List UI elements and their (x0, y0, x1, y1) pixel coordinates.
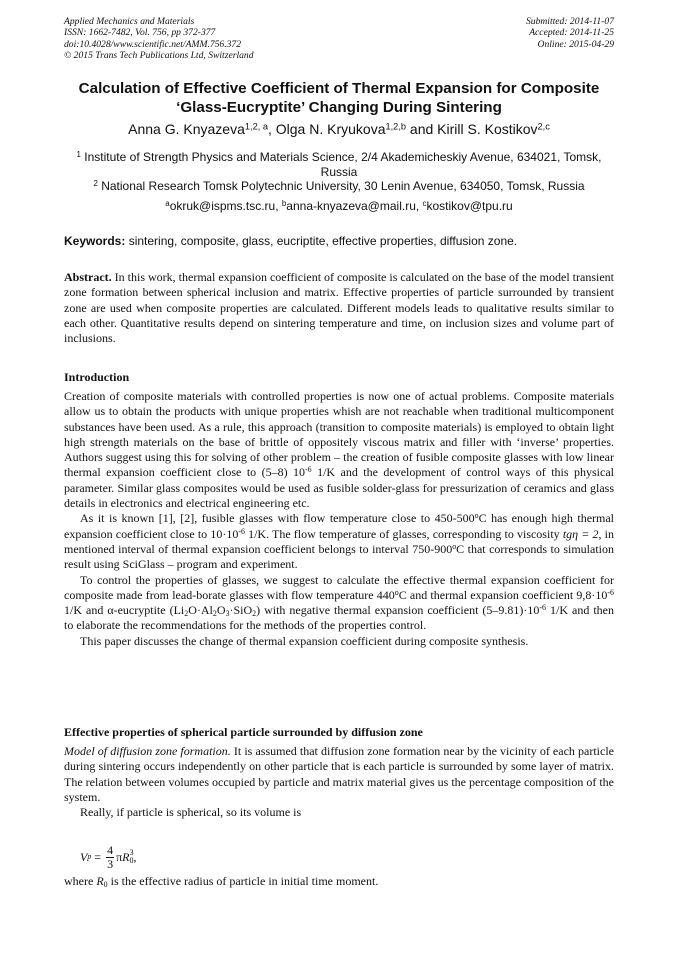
dates-header (526, 16, 614, 50)
author-2-affil: 1,2,b (385, 121, 407, 132)
volume-equation: V p = $\frac{4}{3}$ π R 3 0 , (80, 842, 137, 871)
affiliation-1 (64, 150, 614, 180)
email-marker: a (165, 199, 170, 209)
journal-copyright: © 2015 Trans Tech Publications Ltd, Switzerland (64, 49, 254, 61)
keywords-text: sintering, composite, glass, eucriptite, effective properties, diffusion zone. (125, 234, 518, 248)
journal-doi: doi:10.4028/www.scientific.net/AMM.756.372 (64, 38, 242, 50)
affiliation-text: Institute of Strength Physics and Materials Science, 2/4 Akademicheskiy Avenue, 634021, Tomsk, Russia (84, 150, 602, 179)
affiliation-text: National Research Tomsk Polytechnic University, 30 Lenin Avenue, 634050, Tomsk, Russia (101, 179, 585, 193)
author-separator: and (406, 121, 438, 137)
paragraph: Model of diffusion zone formation. It is assumed that diffusion zone formation near by the vicinity of each particle during sintering occurs independently on other particle that is each particle is surrounded by some layer of matrix. The relation between volumes occupied by particle and matrix material gives us the percentage composition of the system. (64, 744, 614, 804)
abstract (64, 270, 614, 346)
email-marker: c (422, 199, 427, 209)
author-3-affil: 2,c (537, 121, 550, 132)
author-separator: , (267, 121, 276, 137)
abstract-label: Abstract. (64, 270, 112, 284)
section-2-body (64, 744, 614, 820)
abstract-text: In this work, thermal expansion coefficient of composite is calculated on the base of the model transient zone formation between spherical inclusion and matrix. Effective properties of particle surrounded by transient zone are used when composite properties are calculated. Different models leads to qualitative results similar to each other. Quantitative results depend on sintering temperature and time, on inclusion sizes and volume part of inclusions. (64, 270, 614, 346)
email-list (64, 199, 614, 214)
fraction: $\frac{4}{3}$ (107, 842, 114, 871)
paper-title (40, 80, 638, 117)
accepted-date: Accepted: 2014-11-25 (529, 27, 614, 39)
subsection-title: Model of diffusion zone formation. (64, 744, 231, 758)
email-b: anna-knyazeva@mail.ru, (286, 199, 423, 213)
title-line-2: ‘Glass-Eucryptite’ Changing During Sintering (176, 98, 502, 116)
author-2: Olga N. Kryukova (275, 121, 386, 137)
title-line-1: Calculation of Effective Coefficient of Thermal Expansion for Composite (78, 80, 600, 97)
submitted-date: Submitted: 2014-11-07 (525, 16, 614, 27)
section-heading-effective-properties: Effective properties of spherical particle surrounded by diffusion zone (64, 725, 423, 739)
section-heading-introduction: Introduction (64, 370, 130, 384)
author-1: Anna G. Knyazeva (128, 121, 245, 137)
author-1-affil: 1,2, a (244, 121, 268, 132)
paragraph: To control the properties of glasses, we suggest to calculate the effective thermal expansion coefficient for composite made from lead-borate glasses with flow temperature 440$^o$C and thermal expansion coefficient $9,8\cdot 10^{-6}$ 1/K and α-eucryptite $(Li_2O\cdot Al_2O_3\cdot SiO_2)$ with negative thermal expansion coefficient $(5-9.81)\cdot 10^{-6}$ 1/K and then to elaborate the recommendations for the methods of the properties control. (64, 572, 614, 633)
paragraph: This paper discusses the change of thermal expansion coefficient during composite synthesis. (80, 633, 529, 648)
paragraph: As it is known [1], [2], fusible glasses with flow temperature close to 450-500$^o$C has enough high thermal expansion coefficient close to $10\cdot 10^{-6}$ 1/K. The flow temperature of glasses, corresponding to viscosity tgη = 2, in mentioned interval of thermal expansion coefficient belongs to interval 750-900$^o$C that corresponds to simulation result using SciGlass – program and experiment. (64, 511, 615, 572)
inline-equation: tgη = 2 (562, 526, 599, 541)
email-marker: b (281, 199, 287, 209)
keywords (64, 234, 614, 249)
keywords-label: Keywords: (64, 234, 126, 248)
affiliation-number: 1 (76, 150, 81, 160)
journal-issn: ISSN: 1662-7482, Vol. 756, pp 372-377 (64, 27, 216, 39)
variable-definition: where $R_0$ is the effective radius of particle in initial time moment. (64, 874, 379, 889)
author-list (40, 120, 638, 138)
paragraph: Creation of composite materials with controlled properties is now one of actual problems. Composite materials allow us to obtain the products with unique properties whish are not reachable when traditional multicomponent substances have been used. As a rule, this approach (transition to composite materials) is employed to obtain light high strength materials on the base of brittle of oppositely viscous matrix and filler with ‘inverse’ properties. Authors suggest using this for solving of other problem – the creation of fusible composite glasses with low linear thermal expansion coefficient close to (5–8) $10^{-6}$ 1/K and the development of control ways of this physical parameter. Similar glass composites would be used as fusible solder-glass for pressurization of ceramics and glass details in electronics and electrical engineering etc. (64, 389, 614, 511)
online-date: Online: 2015-04-29 (537, 38, 614, 50)
journal-name: Applied Mechanics and Materials (64, 16, 195, 27)
affiliation-number: 2 (93, 179, 98, 189)
paragraph: Really, if particle is spherical, so its volume is (80, 805, 302, 820)
affiliation-2 (64, 179, 614, 194)
author-3: Kirill S. Kostikov (437, 121, 538, 137)
email-a: okruk@ispms.tsc.ru, (169, 199, 282, 213)
introduction-body (64, 389, 614, 649)
journal-header (64, 16, 254, 61)
email-c: kostikov@tpu.ru (426, 199, 513, 213)
